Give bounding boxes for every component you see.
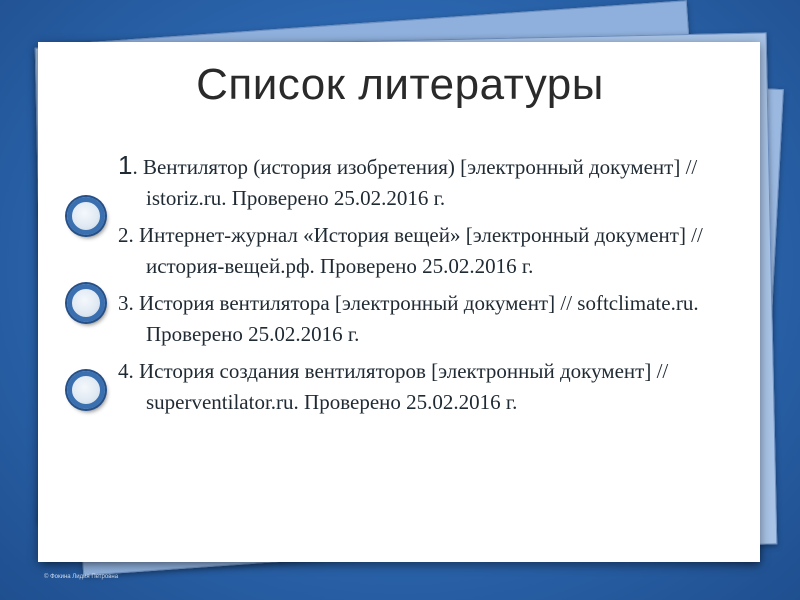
copyright-note: © Фокина Лидия Петровна — [44, 574, 119, 580]
slide-title: Список литературы — [196, 60, 604, 109]
reference-text: . История создания вентиляторов [электронный документ] // superventilator.ru. Проверено 25.02.2016 г. — [128, 359, 669, 414]
reference-item — [118, 220, 728, 282]
ring-bullet-icon — [67, 371, 105, 409]
ring-bullet-icon — [67, 197, 105, 235]
reference-item — [118, 288, 728, 350]
ring-bullet-icon — [67, 284, 105, 322]
reference-item — [118, 150, 728, 214]
reference-number: 3 — [118, 291, 129, 315]
reference-item — [118, 356, 728, 418]
reference-text: . История вентилятора [электронный документ] // softclimate.ru. Проверено 25.02.2016 г. — [128, 291, 699, 346]
reference-number: 2 — [118, 223, 129, 247]
reference-number: 4 — [118, 359, 129, 383]
reference-text: . Интернет-журнал «История вещей» [электронный документ] // история-вещей.рф. Проверено 25.02.2016 г. — [128, 223, 703, 278]
reference-list — [118, 150, 728, 424]
reference-number: 1 — [118, 150, 133, 180]
reference-text: . Вентилятор (история изобретения) [электронный документ] // istoriz.ru. Проверено 25.02.2016 г. — [132, 155, 698, 210]
